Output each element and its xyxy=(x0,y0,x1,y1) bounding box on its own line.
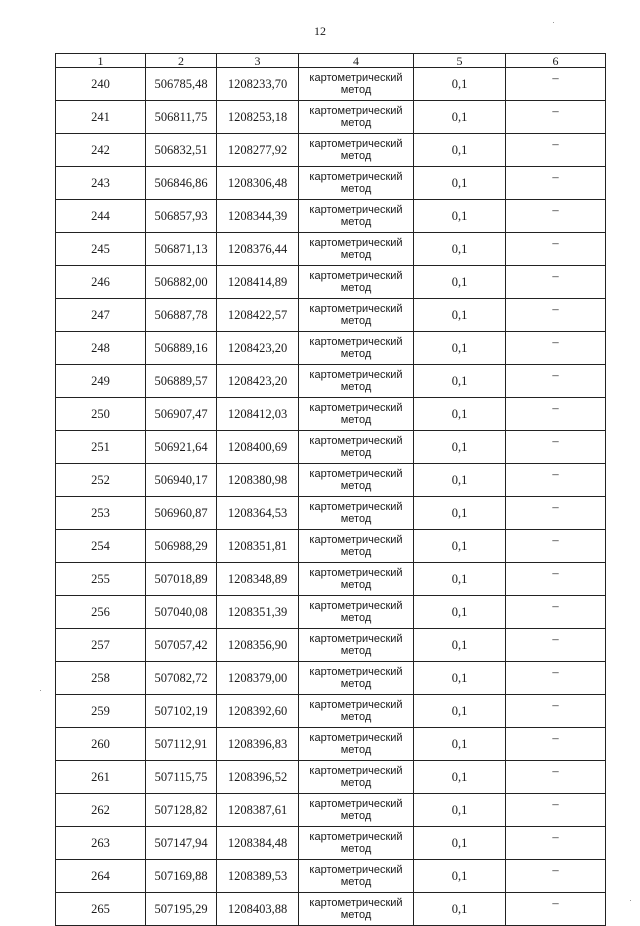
x-coordinate-cell: 507102,19 xyxy=(146,695,217,728)
header-cell: 2 xyxy=(146,54,217,68)
x-coordinate-cell: 507169,88 xyxy=(146,860,217,893)
accuracy-cell: 0,1 xyxy=(414,464,506,497)
y-coordinate-cell: 1208344,39 xyxy=(217,200,299,233)
table-row xyxy=(56,101,606,134)
method-cell: картометрический метод xyxy=(299,299,414,332)
note-cell: – xyxy=(506,68,606,101)
table-row xyxy=(56,167,606,200)
table-row xyxy=(56,563,606,596)
y-coordinate-cell: 1208233,70 xyxy=(217,68,299,101)
note-cell: – xyxy=(506,134,606,167)
note-cell: – xyxy=(506,101,606,134)
point-number-cell: 253 xyxy=(56,497,146,530)
note-cell: – xyxy=(506,728,606,761)
x-coordinate-cell: 506832,51 xyxy=(146,134,217,167)
y-coordinate-cell: 1208380,98 xyxy=(217,464,299,497)
point-number-cell: 250 xyxy=(56,398,146,431)
method-cell: картометрический метод xyxy=(299,464,414,497)
method-cell: картометрический метод xyxy=(299,233,414,266)
scan-speck xyxy=(553,22,554,23)
point-number-cell: 246 xyxy=(56,266,146,299)
note-cell: – xyxy=(506,200,606,233)
point-number-cell: 252 xyxy=(56,464,146,497)
method-cell: картометрический метод xyxy=(299,398,414,431)
y-coordinate-cell: 1208379,00 xyxy=(217,662,299,695)
point-number-cell: 256 xyxy=(56,596,146,629)
table-row xyxy=(56,233,606,266)
header-cell: 3 xyxy=(217,54,299,68)
note-cell: – xyxy=(506,464,606,497)
note-cell: – xyxy=(506,233,606,266)
point-number-cell: 240 xyxy=(56,68,146,101)
note-cell: – xyxy=(506,398,606,431)
note-cell: – xyxy=(506,365,606,398)
note-cell: – xyxy=(506,299,606,332)
note-cell: – xyxy=(506,827,606,860)
method-cell: картометрический метод xyxy=(299,662,414,695)
note-cell: – xyxy=(506,629,606,662)
table-row xyxy=(56,431,606,464)
point-number-cell: 257 xyxy=(56,629,146,662)
x-coordinate-cell: 507057,42 xyxy=(146,629,217,662)
y-coordinate-cell: 1208351,39 xyxy=(217,596,299,629)
accuracy-cell: 0,1 xyxy=(414,629,506,662)
x-coordinate-cell: 506889,57 xyxy=(146,365,217,398)
method-cell: картометрический метод xyxy=(299,596,414,629)
header-cell: 4 xyxy=(299,54,414,68)
y-coordinate-cell: 1208306,48 xyxy=(217,167,299,200)
x-coordinate-cell: 506785,48 xyxy=(146,68,217,101)
x-coordinate-cell: 506960,87 xyxy=(146,497,217,530)
method-cell: картометрический метод xyxy=(299,68,414,101)
page-number: 12 xyxy=(314,24,326,38)
header-cell: 5 xyxy=(414,54,506,68)
table-row xyxy=(56,68,606,101)
note-cell: – xyxy=(506,893,606,926)
method-cell: картометрический метод xyxy=(299,200,414,233)
header-cell: 6 xyxy=(506,54,606,68)
point-number-cell: 260 xyxy=(56,728,146,761)
accuracy-cell: 0,1 xyxy=(414,431,506,464)
y-coordinate-cell: 1208403,88 xyxy=(217,893,299,926)
x-coordinate-cell: 506882,00 xyxy=(146,266,217,299)
accuracy-cell: 0,1 xyxy=(414,497,506,530)
table-row xyxy=(56,728,606,761)
x-coordinate-cell: 506887,78 xyxy=(146,299,217,332)
coordinates-table xyxy=(55,53,606,926)
accuracy-cell: 0,1 xyxy=(414,893,506,926)
accuracy-cell: 0,1 xyxy=(414,233,506,266)
method-cell: картометрический метод xyxy=(299,167,414,200)
y-coordinate-cell: 1208384,48 xyxy=(217,827,299,860)
point-number-cell: 244 xyxy=(56,200,146,233)
method-cell: картометрический метод xyxy=(299,827,414,860)
table-row xyxy=(56,200,606,233)
accuracy-cell: 0,1 xyxy=(414,530,506,563)
method-cell: картометрический метод xyxy=(299,728,414,761)
table-row xyxy=(56,464,606,497)
x-coordinate-cell: 507082,72 xyxy=(146,662,217,695)
point-number-cell: 249 xyxy=(56,365,146,398)
scan-speck xyxy=(630,900,631,901)
point-number-cell: 265 xyxy=(56,893,146,926)
point-number-cell: 242 xyxy=(56,134,146,167)
scan-speck xyxy=(40,690,41,691)
table-row xyxy=(56,827,606,860)
accuracy-cell: 0,1 xyxy=(414,365,506,398)
x-coordinate-cell: 506921,64 xyxy=(146,431,217,464)
x-coordinate-cell: 506871,13 xyxy=(146,233,217,266)
method-cell: картометрический метод xyxy=(299,332,414,365)
y-coordinate-cell: 1208423,20 xyxy=(217,332,299,365)
accuracy-cell: 0,1 xyxy=(414,134,506,167)
note-cell: – xyxy=(506,431,606,464)
y-coordinate-cell: 1208412,03 xyxy=(217,398,299,431)
x-coordinate-cell: 506811,75 xyxy=(146,101,217,134)
accuracy-cell: 0,1 xyxy=(414,728,506,761)
y-coordinate-cell: 1208253,18 xyxy=(217,101,299,134)
table-row xyxy=(56,398,606,431)
method-cell: картометрический метод xyxy=(299,530,414,563)
method-cell: картометрический метод xyxy=(299,761,414,794)
y-coordinate-cell: 1208364,53 xyxy=(217,497,299,530)
method-cell: картометрический метод xyxy=(299,134,414,167)
table-row xyxy=(56,860,606,893)
note-cell: – xyxy=(506,596,606,629)
accuracy-cell: 0,1 xyxy=(414,794,506,827)
note-cell: – xyxy=(506,563,606,596)
y-coordinate-cell: 1208422,57 xyxy=(217,299,299,332)
method-cell: картометрический метод xyxy=(299,365,414,398)
x-coordinate-cell: 506857,93 xyxy=(146,200,217,233)
method-cell: картометрический метод xyxy=(299,266,414,299)
table-row xyxy=(56,662,606,695)
accuracy-cell: 0,1 xyxy=(414,860,506,893)
point-number-cell: 241 xyxy=(56,101,146,134)
accuracy-cell: 0,1 xyxy=(414,266,506,299)
accuracy-cell: 0,1 xyxy=(414,332,506,365)
point-number-cell: 245 xyxy=(56,233,146,266)
point-number-cell: 247 xyxy=(56,299,146,332)
note-cell: – xyxy=(506,662,606,695)
x-coordinate-cell: 507112,91 xyxy=(146,728,217,761)
note-cell: – xyxy=(506,860,606,893)
header-cell: 1 xyxy=(56,54,146,68)
x-coordinate-cell: 507128,82 xyxy=(146,794,217,827)
accuracy-cell: 0,1 xyxy=(414,596,506,629)
table-row xyxy=(56,629,606,662)
y-coordinate-cell: 1208423,20 xyxy=(217,365,299,398)
method-cell: картометрический метод xyxy=(299,431,414,464)
table-row xyxy=(56,596,606,629)
point-number-cell: 261 xyxy=(56,761,146,794)
accuracy-cell: 0,1 xyxy=(414,695,506,728)
note-cell: – xyxy=(506,167,606,200)
table-row xyxy=(56,893,606,926)
y-coordinate-cell: 1208356,90 xyxy=(217,629,299,662)
point-number-cell: 264 xyxy=(56,860,146,893)
x-coordinate-cell: 506889,16 xyxy=(146,332,217,365)
table-row xyxy=(56,497,606,530)
table-row xyxy=(56,365,606,398)
note-cell: – xyxy=(506,497,606,530)
y-coordinate-cell: 1208392,60 xyxy=(217,695,299,728)
table-row xyxy=(56,695,606,728)
y-coordinate-cell: 1208348,89 xyxy=(217,563,299,596)
table-row xyxy=(56,299,606,332)
method-cell: картометрический метод xyxy=(299,893,414,926)
note-cell: – xyxy=(506,695,606,728)
x-coordinate-cell: 506988,29 xyxy=(146,530,217,563)
accuracy-cell: 0,1 xyxy=(414,563,506,596)
table-row xyxy=(56,134,606,167)
y-coordinate-cell: 1208277,92 xyxy=(217,134,299,167)
y-coordinate-cell: 1208389,53 xyxy=(217,860,299,893)
y-coordinate-cell: 1208351,81 xyxy=(217,530,299,563)
accuracy-cell: 0,1 xyxy=(414,167,506,200)
point-number-cell: 258 xyxy=(56,662,146,695)
x-coordinate-cell: 506907,47 xyxy=(146,398,217,431)
y-coordinate-cell: 1208387,61 xyxy=(217,794,299,827)
accuracy-cell: 0,1 xyxy=(414,827,506,860)
note-cell: – xyxy=(506,794,606,827)
method-cell: картометрический метод xyxy=(299,794,414,827)
table-row xyxy=(56,794,606,827)
y-coordinate-cell: 1208396,83 xyxy=(217,728,299,761)
point-number-cell: 248 xyxy=(56,332,146,365)
y-coordinate-cell: 1208414,89 xyxy=(217,266,299,299)
y-coordinate-cell: 1208376,44 xyxy=(217,233,299,266)
note-cell: – xyxy=(506,266,606,299)
table-row xyxy=(56,332,606,365)
accuracy-cell: 0,1 xyxy=(414,101,506,134)
x-coordinate-cell: 506846,86 xyxy=(146,167,217,200)
x-coordinate-cell: 507147,94 xyxy=(146,827,217,860)
y-coordinate-cell: 1208396,52 xyxy=(217,761,299,794)
y-coordinate-cell: 1208400,69 xyxy=(217,431,299,464)
point-number-cell: 254 xyxy=(56,530,146,563)
method-cell: картометрический метод xyxy=(299,563,414,596)
table-row xyxy=(56,530,606,563)
point-number-cell: 243 xyxy=(56,167,146,200)
method-cell: картометрический метод xyxy=(299,629,414,662)
x-coordinate-cell: 507040,08 xyxy=(146,596,217,629)
method-cell: картометрический метод xyxy=(299,695,414,728)
table-row xyxy=(56,266,606,299)
method-cell: картометрический метод xyxy=(299,497,414,530)
note-cell: – xyxy=(506,761,606,794)
x-coordinate-cell: 506940,17 xyxy=(146,464,217,497)
accuracy-cell: 0,1 xyxy=(414,68,506,101)
table-row xyxy=(56,761,606,794)
accuracy-cell: 0,1 xyxy=(414,299,506,332)
accuracy-cell: 0,1 xyxy=(414,662,506,695)
accuracy-cell: 0,1 xyxy=(414,200,506,233)
x-coordinate-cell: 507115,75 xyxy=(146,761,217,794)
table-header-row xyxy=(56,54,606,68)
accuracy-cell: 0,1 xyxy=(414,761,506,794)
note-cell: – xyxy=(506,332,606,365)
method-cell: картометрический метод xyxy=(299,860,414,893)
point-number-cell: 251 xyxy=(56,431,146,464)
method-cell: картометрический метод xyxy=(299,101,414,134)
point-number-cell: 263 xyxy=(56,827,146,860)
note-cell: – xyxy=(506,530,606,563)
accuracy-cell: 0,1 xyxy=(414,398,506,431)
x-coordinate-cell: 507018,89 xyxy=(146,563,217,596)
point-number-cell: 262 xyxy=(56,794,146,827)
point-number-cell: 259 xyxy=(56,695,146,728)
point-number-cell: 255 xyxy=(56,563,146,596)
x-coordinate-cell: 507195,29 xyxy=(146,893,217,926)
table-body xyxy=(56,68,606,926)
